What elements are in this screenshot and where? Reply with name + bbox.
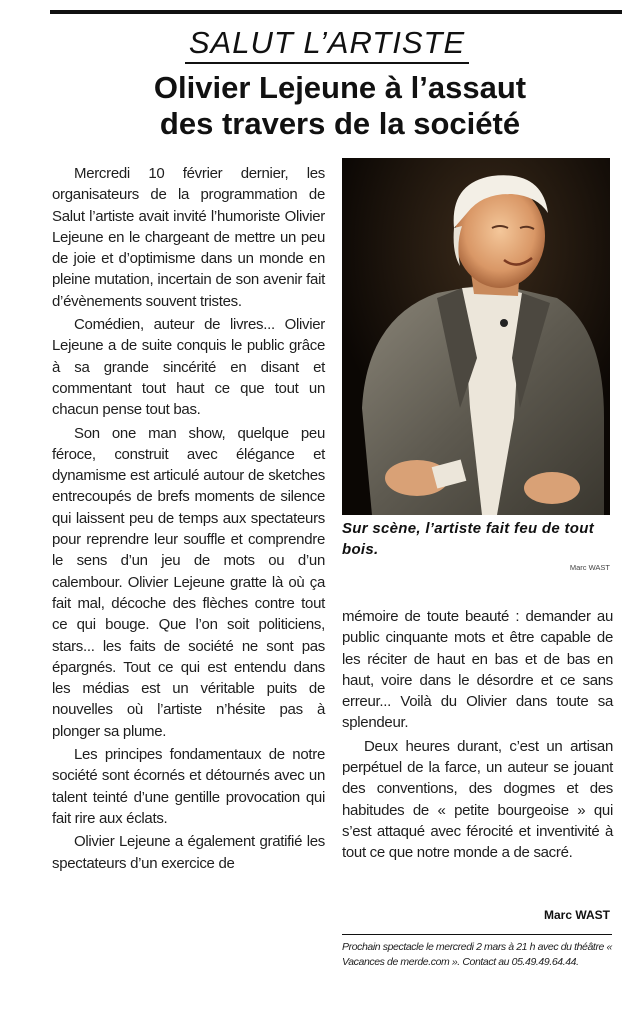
paragraph: Comédien, auteur de livres... Olivier Lejeune a de suite conquis le public grâce à sa grande sincérité en disant et commentant tout haut ce que tout un chacun pense tout bas. — [52, 316, 325, 419]
headline-line-1: Olivier Lejeune à l’assaut — [153, 70, 527, 105]
photo-illustration — [342, 158, 610, 515]
paragraph: Deux heures durant, c’est un artisan perpétuel de la farce, un auteur se jouant des conventions, des dogmes et des habitudes de « petite bourgeoise » qui s’est attaqué avec férocité et inventivité à tout ce que notre monde a de sacré. — [342, 737, 613, 862]
article-body-left-column — [52, 163, 325, 876]
paragraph: Olivier Lejeune a également gratifié les spectateurs d’un exercice de — [52, 833, 325, 872]
photo-credit: Marc WAST — [569, 563, 610, 572]
photo-caption: Sur scène, l’artiste fait feu de tout bois. — [342, 520, 594, 558]
paragraph: Les principes fondamentaux de notre société sont écornés et détournés avec un talent teinté d’une gentille provocation qui fait rire aux éclats. — [52, 746, 325, 827]
section-kicker: SALUT L’ARTISTE — [185, 24, 469, 64]
top-rule — [50, 10, 622, 14]
article-photo — [342, 158, 610, 515]
info-divider — [342, 934, 612, 935]
author-byline: Marc WAST — [543, 908, 610, 922]
headline — [60, 70, 620, 142]
event-info-box: Prochain spectacle le mercredi 2 mars à 21 h avec du théâtre « Vacances de merde.com ». Contact au 05.49.49.64.44. — [342, 941, 612, 968]
paragraph: mémoire de toute beauté : demander au public cinquante mots et être capable de les réciter de haut en bas et de bas en haut, voire dans le désordre et ce sans erreur... Voilà du Olivier dans toute sa splendeur. — [342, 608, 613, 732]
headline-line-2: des travers de la société — [159, 106, 521, 141]
paragraph: Mercredi 10 février dernier, les organisateurs de la programmation de Salut l’artiste avait invité l’humoriste Olivier Lejeune en le chargeant de mettre un peu de joie et d’optimisme dans un monde en pleine mutation, incertain de son avenir fait d’évènements souvent tristes. — [52, 165, 325, 310]
paragraph: Son one man show, quelque peu féroce, construit avec élégance et dynamisme est articulé autour de sketches entrecoupés de brefs moments de silence qui laissent peu de temps aux spectateurs pour reprendre leur souffle et comprendre le sens d’un jeu de mots ou d’un calembour. Olivier Lejeune gratte là où ça fait mal, décoche des flèches contre tout ce qui bouge. Que l’on soit politiciens, stars... les faits de société ne sont pas épargnés. Tout ce qui est entendu dans les médias est un véritable puits de nouvelles où l’artiste n’hésite pas à plonger sa plume. — [52, 424, 325, 740]
article-body-right-column — [342, 606, 613, 866]
